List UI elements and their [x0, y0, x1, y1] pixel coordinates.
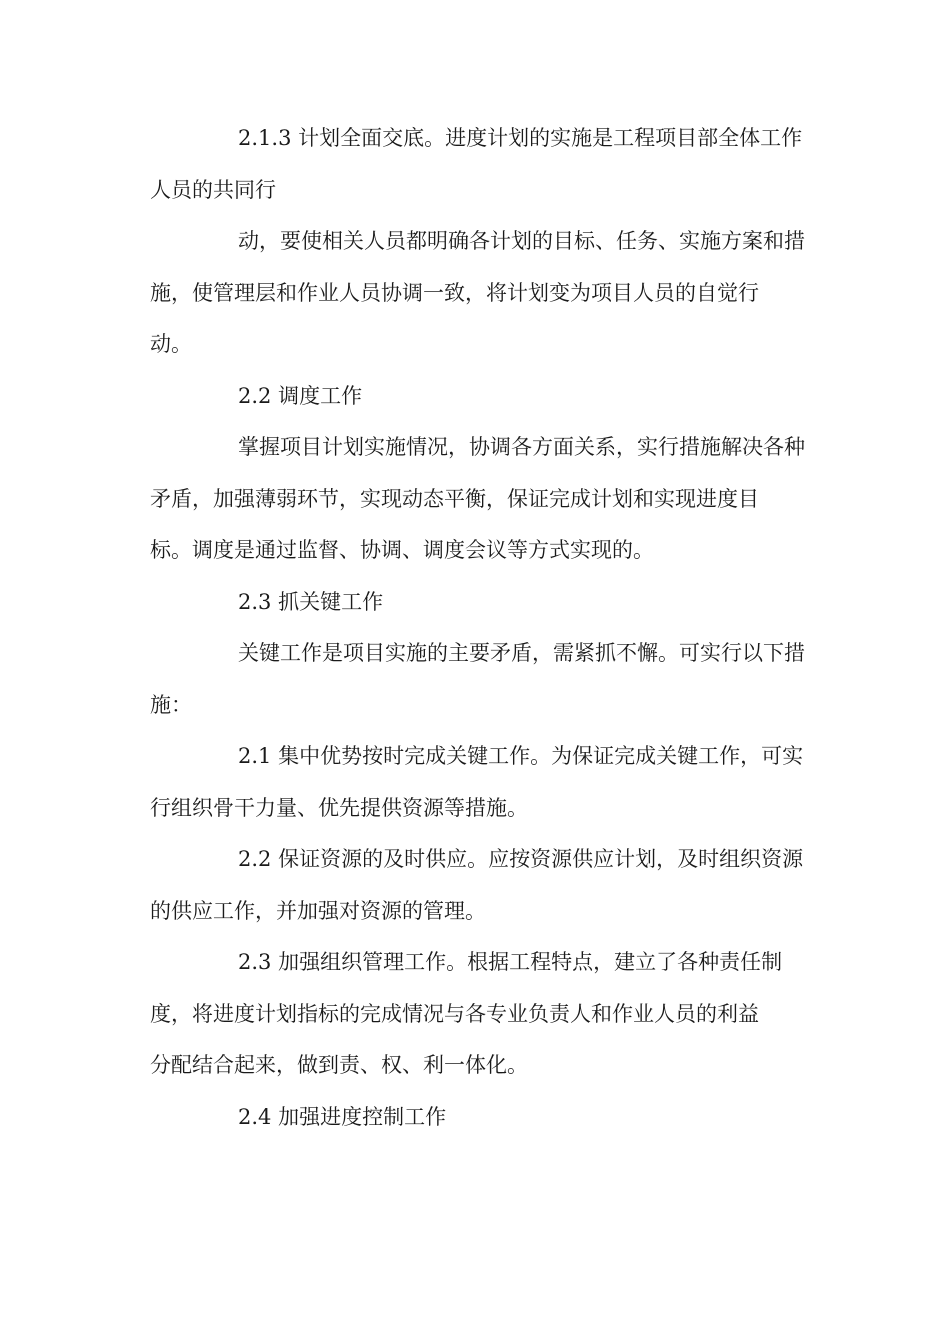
section-heading: 2.4 加强进度控制工作	[238, 1104, 447, 1129]
paragraph-concentrate-advantages	[150, 731, 810, 834]
text-line: 2.1.3 计划全面交底。进度计划的实施是工程项目部全体工作	[238, 126, 803, 150]
text-line: 行组织骨干力量、优先提供资源等措施。	[150, 795, 528, 820]
text-line: 动。	[150, 332, 192, 356]
text-line: 掌握项目计划实施情况，协调各方面关系，实行措施解决各种	[238, 435, 805, 459]
text-line: 2.3 加强组织管理工作。根据工程特点，建立了各种责任制	[238, 950, 783, 974]
text-line: 2.2 保证资源的及时供应。应按资源供应计划，及时组织资源	[238, 847, 804, 871]
text-line: 关键工作是项目实施的主要矛盾，需紧抓不懈。可实行以下措	[238, 641, 805, 665]
paragraph-organization-management	[150, 937, 810, 1092]
section-heading: 2.3 抓关键工作	[238, 589, 384, 614]
paragraph-resource-supply	[150, 834, 810, 937]
document-body	[150, 113, 810, 1143]
text-line: 施：	[150, 692, 192, 717]
heading-key-work	[150, 577, 810, 629]
text-line: 2.1 集中优势按时完成关键工作。为保证完成关键工作，可实	[238, 744, 804, 768]
text-line: 度，将进度计划指标的完成情况与各专业负责人和作业人员的利益	[150, 1001, 759, 1026]
paragraph-key-work	[150, 628, 810, 731]
paragraph-plan-briefing	[150, 113, 810, 216]
text-line: 人员的共同行	[150, 177, 276, 202]
text-line: 的供应工作，并加强对资源的管理。	[150, 898, 486, 923]
text-line: 标。调度是通过监督、协调、调度会议等方式实现的。	[150, 538, 654, 562]
heading-scheduling-work	[150, 371, 810, 423]
text-line: 施，使管理层和作业人员协调一致，将计划变为项目人员的自觉行	[150, 280, 759, 305]
text-line: 矛盾，加强薄弱环节，实现动态平衡，保证完成计划和实现进度目	[150, 486, 759, 511]
heading-progress-control	[150, 1092, 810, 1144]
text-line: 动，要使相关人员都明确各计划的目标、任务、实施方案和措	[238, 229, 805, 253]
paragraph-scheduling	[150, 422, 810, 577]
section-heading: 2.2 调度工作	[238, 383, 363, 408]
paragraph-plan-briefing-continued	[150, 216, 810, 371]
text-line: 分配结合起来，做到责、权、利一体化。	[150, 1053, 528, 1077]
